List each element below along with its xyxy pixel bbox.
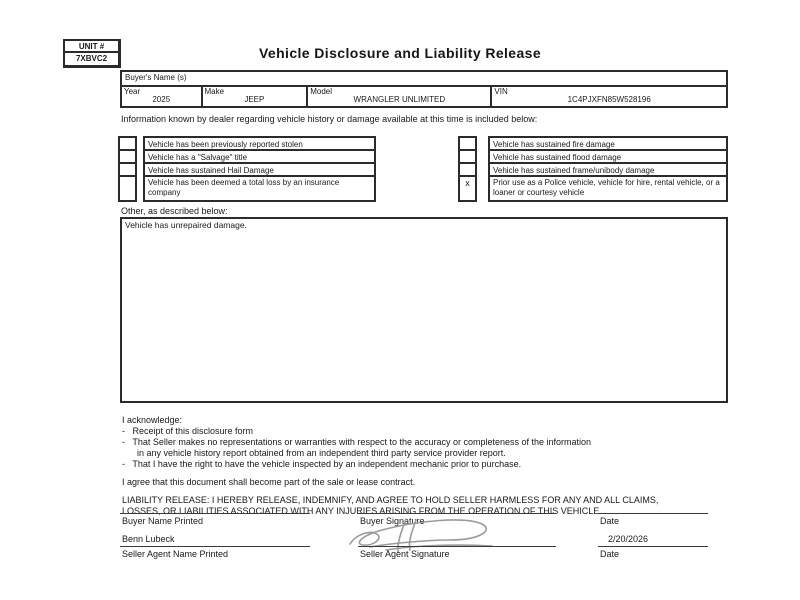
checkbox-total-loss[interactable] xyxy=(120,177,135,200)
right-checkbox-column xyxy=(458,136,477,202)
agree-line: I agree that this document shall become part of the sale or lease contract. xyxy=(122,477,416,487)
left-checkbox-column xyxy=(118,136,137,202)
seller-date-line[interactable] xyxy=(598,546,708,547)
vehicle-info-row xyxy=(120,87,728,108)
label-fire-damage: Vehicle has sustained fire damage xyxy=(490,138,726,151)
checkbox-hail-damage[interactable] xyxy=(120,164,135,177)
label-salvage-title: Vehicle has a "Salvage" title xyxy=(145,151,374,164)
unit-number-label: UNIT # xyxy=(65,41,118,53)
other-section-label: Other, as described below: xyxy=(121,206,228,216)
seller-agent-signature-label: Seller Agent Signature xyxy=(360,549,450,559)
label-total-loss: Vehicle has been deemed a total loss by an insurance company xyxy=(148,178,340,197)
liability-release-line2: LOSSES, OR LIABILITIES ASSOCIATED WITH ANY INJURIES ARISING FROM THE OPERATION OF THIS VEHICLE. xyxy=(122,506,602,516)
seller-agent-name-value: Benn Lubeck xyxy=(122,534,175,544)
seller-date-label: Date xyxy=(600,549,620,559)
make-label: Make xyxy=(204,87,225,96)
make-value: JEEP xyxy=(244,95,265,104)
checkbox-prior-use[interactable]: x xyxy=(465,178,470,188)
checkbox-salvage-title[interactable] xyxy=(120,151,135,164)
page-title: Vehicle Disclosure and Liability Release xyxy=(258,45,542,61)
buyers-name-field[interactable] xyxy=(120,70,728,87)
seller-signature-line[interactable] xyxy=(358,546,556,547)
buyer-name-printed-label: Buyer Name Printed xyxy=(122,516,204,526)
model-cell xyxy=(306,87,490,106)
buyer-date-line[interactable] xyxy=(598,513,708,514)
acknowledge-item: in any vehicle history report obtained from an independent third party service provider report. xyxy=(122,448,506,458)
seller-agent-name-printed-label: Seller Agent Name Printed xyxy=(122,549,229,559)
model-label: Model xyxy=(310,87,332,96)
label-frame-damage: Vehicle has sustained frame/unibody damage xyxy=(490,164,726,177)
model-value: WRANGLER UNLIMITED xyxy=(353,95,446,104)
year-value: 2025 xyxy=(152,95,171,104)
acknowledge-item: - That Seller makes no representations or warranties with respect to the accuracy or completeness of the information xyxy=(122,437,592,447)
seller-agent-signature-scribble xyxy=(346,514,502,554)
label-prior-use: Prior use as a Police vehicle, vehicle for hire, rental vehicle, or a loaner or courtesy vehicle xyxy=(493,178,720,197)
other-description-text: Vehicle has unrepaired damage. xyxy=(125,220,247,230)
acknowledge-heading: I acknowledge: xyxy=(122,415,183,425)
seller-name-line[interactable] xyxy=(120,546,310,547)
checkbox-frame-damage[interactable] xyxy=(460,164,475,177)
disclosure-intro-text: Information known by dealer regarding vehicle history or damage available at this time is included below: xyxy=(121,114,538,124)
seller-date-value: 2/20/2026 xyxy=(608,534,649,544)
buyer-name-line[interactable] xyxy=(120,513,310,514)
right-checkbox-labels xyxy=(488,136,728,202)
acknowledge-item: - That I have the right to have the vehicle inspected by an independent mechanic prior to purchase. xyxy=(122,459,522,469)
checkbox-reported-stolen[interactable] xyxy=(120,138,135,151)
checkbox-fire-damage[interactable] xyxy=(460,138,475,151)
buyer-signature-label: Buyer Signature xyxy=(360,516,425,526)
year-label: Year xyxy=(124,87,141,96)
vin-value: 1C4PJXFN85W528196 xyxy=(567,95,651,104)
acknowledge-item: - Receipt of this disclosure form xyxy=(122,426,254,436)
buyers-name-label: Buyer's Name (s) xyxy=(125,73,187,82)
liability-release-line1: LIABILITY RELEASE: I HEREBY RELEASE, INDEMNIFY, AND AGREE TO HOLD SELLER HARMLESS FOR ANY AND ALL CLAIMS, xyxy=(122,495,659,505)
checkbox-flood-damage[interactable] xyxy=(460,151,475,164)
year-cell xyxy=(122,87,201,106)
buyer-date-label: Date xyxy=(600,516,620,526)
vin-cell xyxy=(490,87,726,106)
left-checkbox-labels xyxy=(143,136,376,202)
label-hail-damage: Vehicle has sustained Hail Damage xyxy=(145,164,374,177)
label-flood-damage: Vehicle has sustained flood damage xyxy=(490,151,726,164)
make-cell xyxy=(201,87,307,106)
unit-number-value: 7XBVC2 xyxy=(75,54,108,63)
vin-label: VIN xyxy=(494,87,508,96)
other-description-field[interactable] xyxy=(120,217,728,403)
label-reported-stolen: Vehicle has been previously reported stolen xyxy=(145,138,374,151)
